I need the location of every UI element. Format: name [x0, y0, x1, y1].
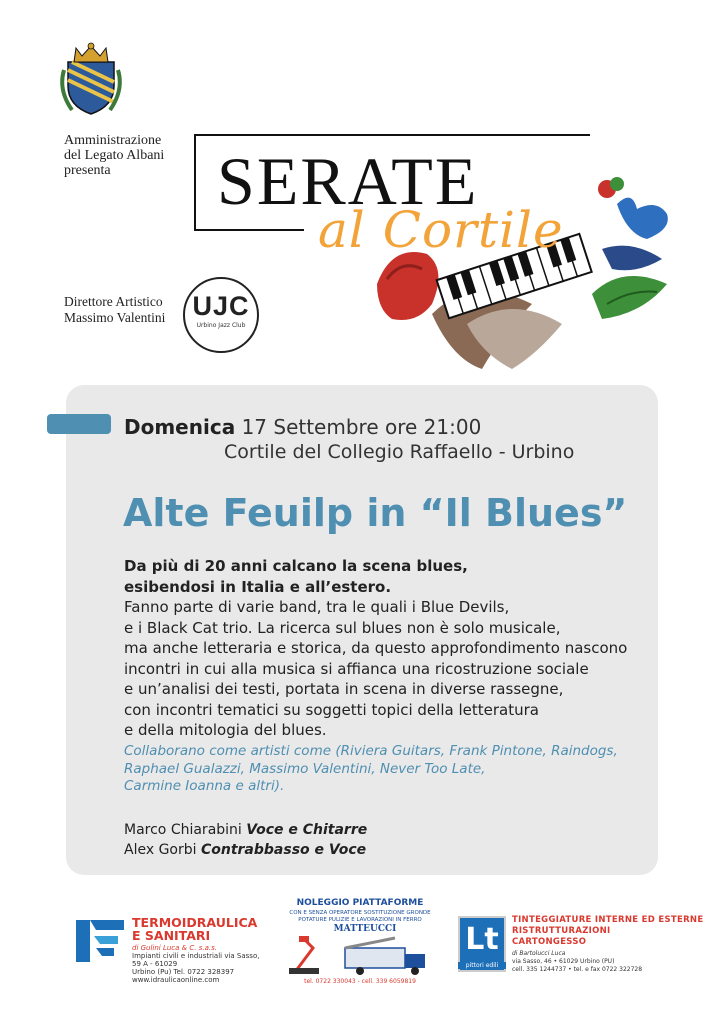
- coat-of-arms-icon: [58, 40, 124, 118]
- accent-bar: [47, 414, 111, 434]
- event-date-time: 17 Settembre ore 21:00: [241, 415, 482, 439]
- sponsor-noleggio-title: NOLEGGIO PIATTAFORME: [296, 898, 424, 908]
- sponsor-noleggio-services: CON E SENZA OPERATORE SOSTITUZIONE GRONDE POTATURE PULIZIE E LAVORAZIONI IN FERRO: [289, 910, 431, 923]
- collaborators-text: Collaborano come artisti come (Riviera Guitars, Frank Pintone, Raindogs, Raphael Gualazzi, Massimo Valentini, Never Too Late, Carmine Ioanna e altri).: [124, 743, 618, 794]
- sponsor-termoidraulica-name: TERMOIDRAULICA E SANITARI: [132, 915, 258, 943]
- performer-item: Marco Chiarabini Voce e Chitarre: [124, 822, 368, 838]
- performers-list: [124, 820, 367, 860]
- event-description: Da più di 20 anni calcano la scena blues, esibendosi in Italia e all’estero. Fanno parte di varie band, tra le quali i Blue Devils, e i Black Cat trio. La ricerca sul blues non è solo musicale, ma anche letteraria e storica, da questo approfondimento nascono incontri in cui alla musica si affianca una ricostruzione sociale e un’analisi dei testi, portata in scena in diverse rassegne, con incontri tematici su soggetti topici della letteratura e della mitologia del blues.: [124, 557, 628, 739]
- event-date: [124, 414, 481, 440]
- ujc-logo: UJC Urbino Jazz Club: [183, 277, 259, 353]
- event-day: Domenica: [124, 415, 236, 439]
- termoidraulica-logo-icon: [74, 916, 126, 966]
- title-al-cortile: al Cortile: [318, 201, 564, 259]
- pittori-edili-logo: Lt: [458, 916, 506, 972]
- sponsor-noleggio-brand: MATTEUCCI: [333, 924, 397, 934]
- title-frame-top: [194, 134, 590, 136]
- sponsor-termoidraulica-details: di Gulini Luca & C. s.a.s. Impianti civili e industriali via Sasso, 59 A - 61029 Urbino (Pu) Tel. 0722 328397 www.idraulicaonline.com: [132, 944, 260, 984]
- aerial-platform-truck-icon: [285, 934, 435, 976]
- pittori-edili-logo-subtitle: pittori edili: [458, 962, 506, 969]
- title-frame-left: [194, 134, 196, 231]
- artistic-director-text: Direttore Artistico Massimo Valentini: [64, 294, 166, 325]
- sponsor-noleggio-phone: tel. 0722 330043 - cell. 339 6059819: [304, 978, 416, 985]
- event-title: Alte Feuilp in “Il Blues”: [123, 491, 628, 535]
- title-serate: SERATE: [217, 143, 479, 219]
- sponsor-pittori-services: TINTEGGIATURE INTERNE ED ESTERNE RISTRUTTURAZIONI CARTONGESSO: [512, 915, 704, 947]
- event-venue: Cortile del Collegio Raffaello - Urbino: [224, 441, 575, 463]
- sponsor-pittori-contact: di Bartolucci Luca via Sasso, 46 • 61029 Urbino (PU) cell. 335 1244737 • tel. e fax 0722 322728: [512, 950, 643, 973]
- title-frame-bottom: [194, 229, 304, 231]
- presenter-text: Amministrazione del Legato Albani presenta: [64, 133, 165, 178]
- performer-item: Alex Gorbi Contrabbasso e Voce: [124, 842, 367, 858]
